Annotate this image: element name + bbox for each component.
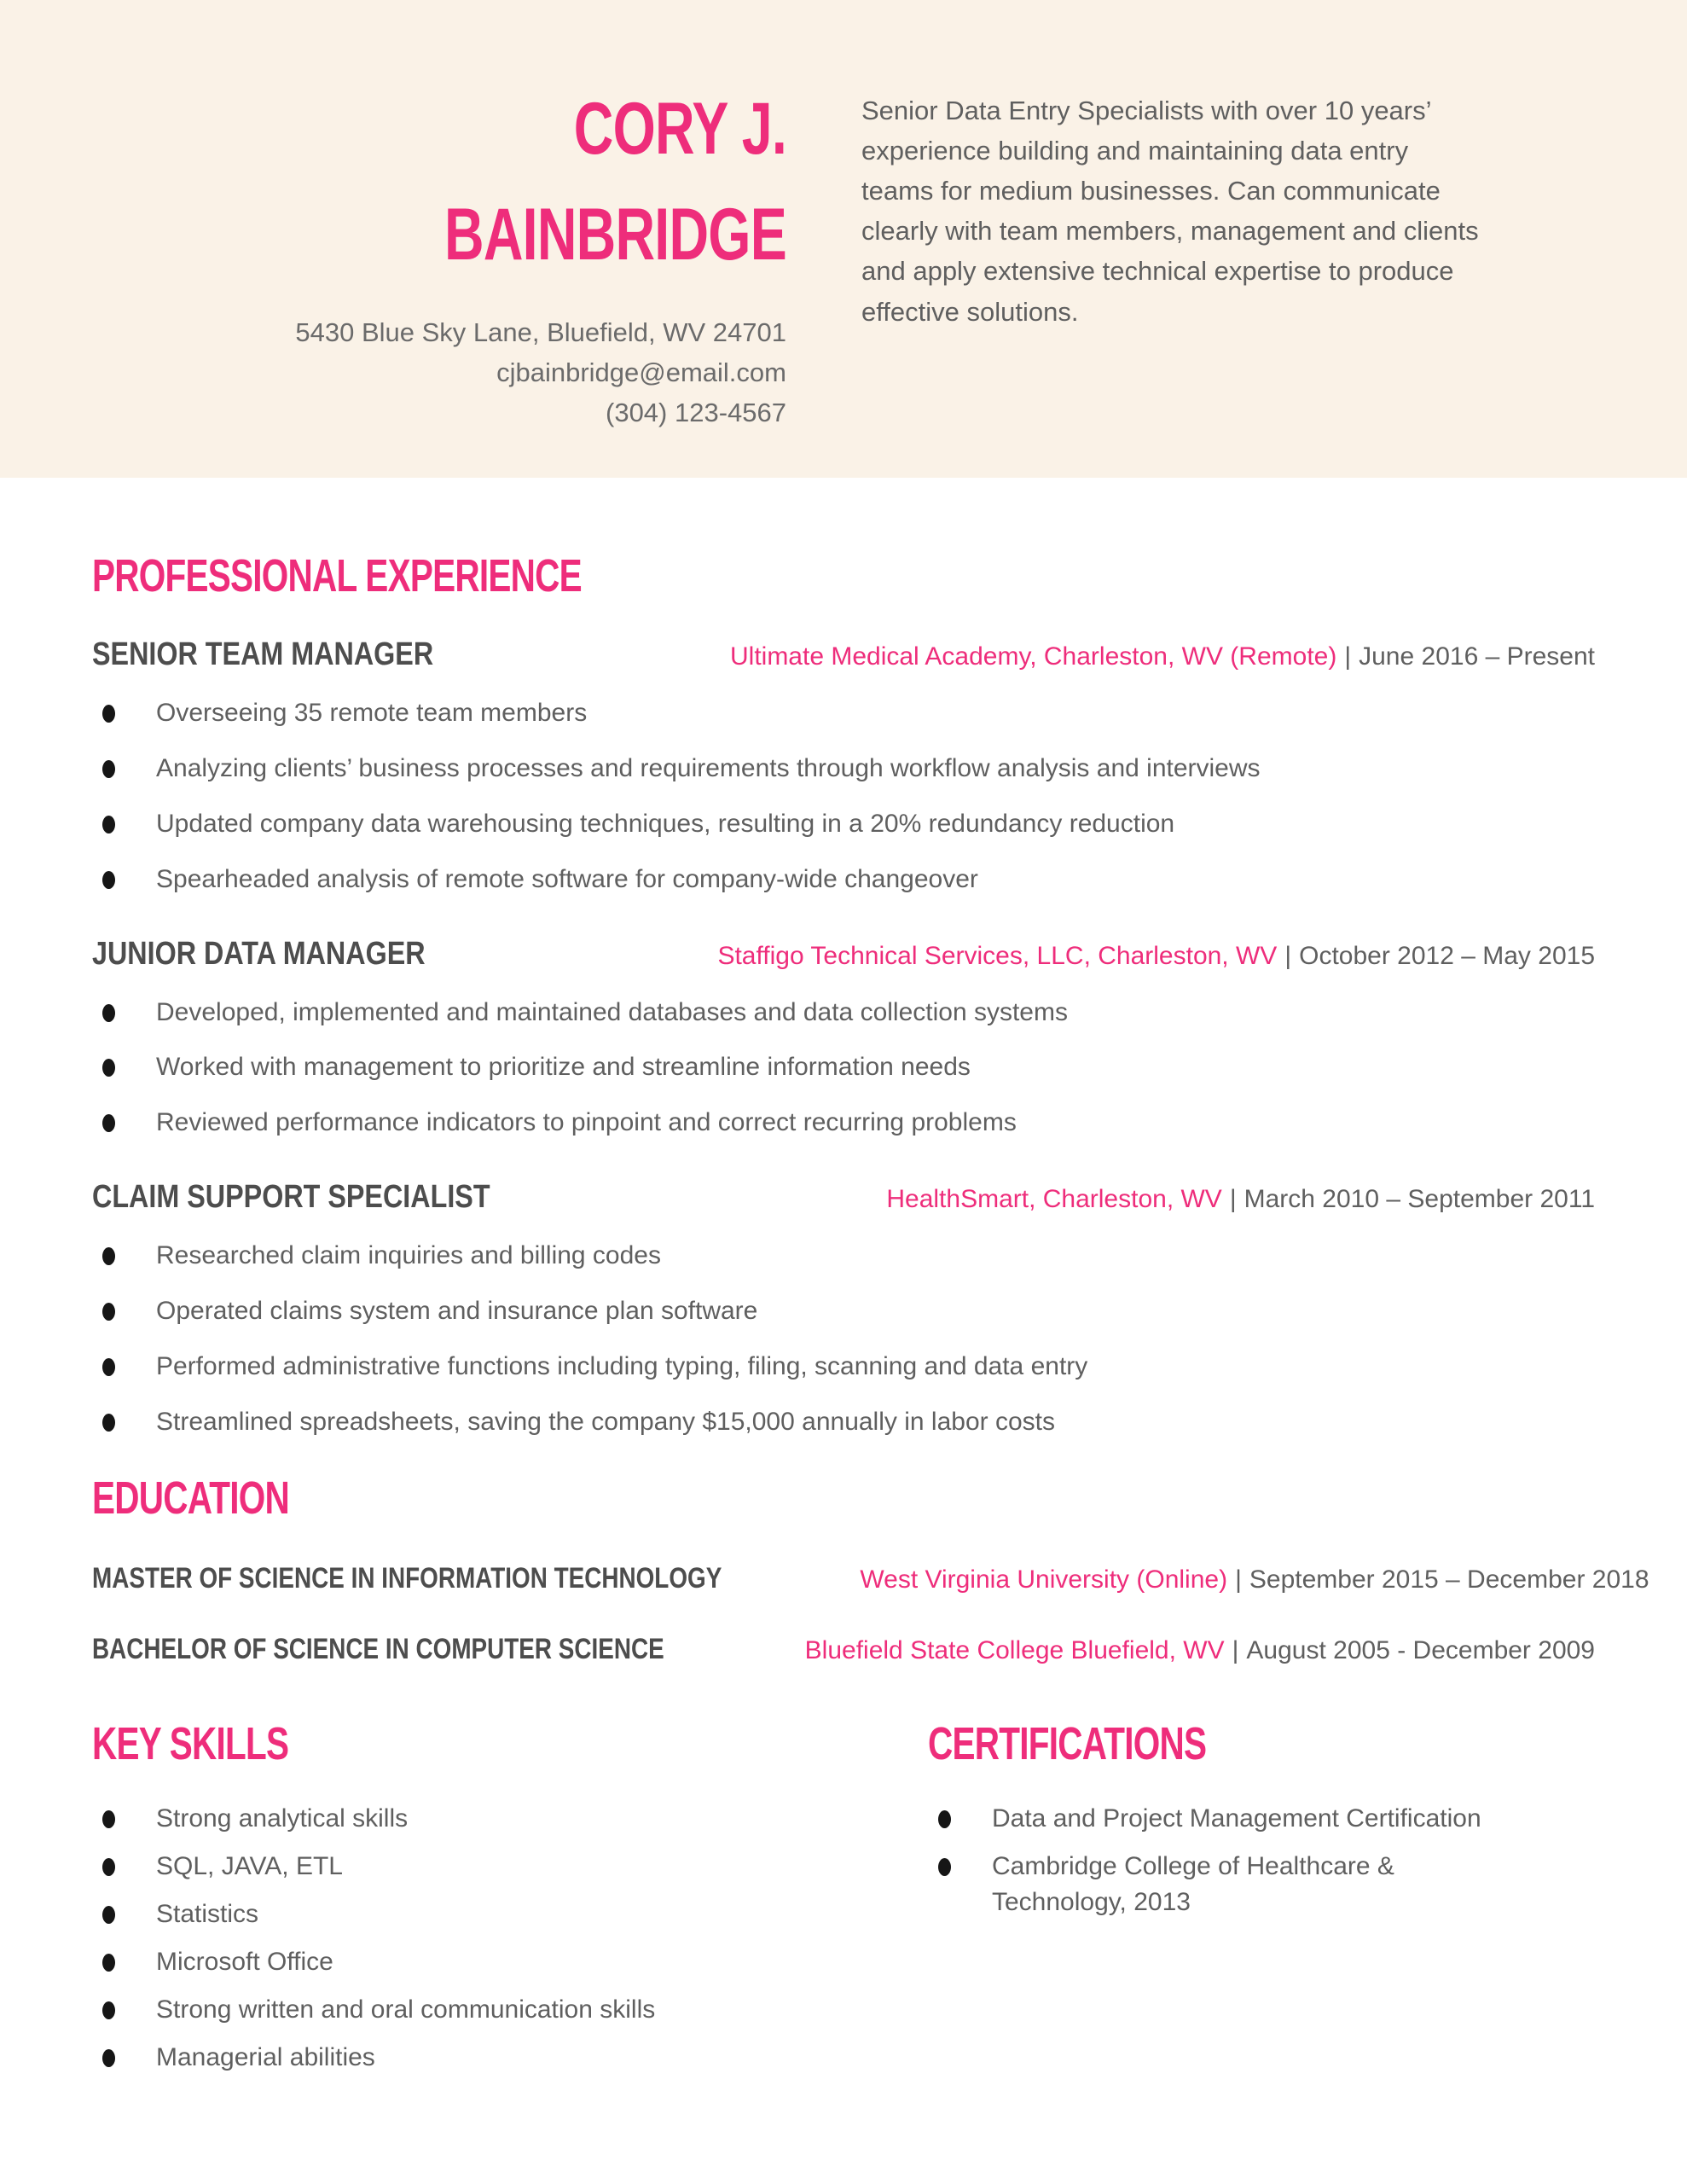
certifications-section <box>928 1717 1595 1932</box>
bullet-item <box>92 1349 1595 1385</box>
bullet-icon <box>102 1954 115 1972</box>
section-title-education: EDUCATION <box>92 1472 289 1524</box>
bullet-icon <box>938 1810 951 1828</box>
education-dates: September 2015 – December 2018 <box>1249 1565 1649 1594</box>
bullet-icon <box>938 1858 951 1876</box>
job-title: JUNIOR DATA MANAGER <box>92 935 426 972</box>
job-bullet-list <box>92 995 1595 1142</box>
education-meta <box>805 1636 1595 1665</box>
bullet-text: Worked with management to prioritize and streamline information needs <box>156 1053 971 1082</box>
bullet-icon <box>102 1414 115 1432</box>
bullet-text: Spearheaded analysis of remote software for company-wide changeover <box>156 864 978 893</box>
bullet-text: Performed administrative functions including typing, filing, scanning and data entry <box>156 1352 1088 1381</box>
job-dates: October 2012 – May 2015 <box>1299 941 1595 970</box>
bullet-icon <box>102 1114 115 1132</box>
name-line-2: BAINBRIDGE <box>443 193 786 276</box>
skill-text: Microsoft Office <box>156 1947 333 1976</box>
separator: | <box>1284 941 1292 970</box>
school-name: West Virginia University (Online) <box>860 1565 1228 1594</box>
bullet-text: Updated company data warehousing techniques, resulting in a 20% redundancy reduction <box>156 809 1175 838</box>
job-bullet-list <box>92 1238 1595 1441</box>
bullet-item <box>92 1049 1595 1086</box>
contact-address: 5430 Blue Sky Lane, Bluefield, WV 24701 <box>295 317 786 347</box>
skill-item <box>92 1896 928 1932</box>
name-line-1: CORY J. <box>573 88 786 170</box>
job-meta <box>730 642 1595 671</box>
certification-item <box>928 1801 1595 1837</box>
section-title-experience: PROFESSIONAL EXPERIENCE <box>92 550 582 601</box>
skill-item <box>92 2040 928 2076</box>
job-title: CLAIM SUPPORT SPECIALIST <box>92 1179 490 1216</box>
separator: | <box>1229 1185 1237 1214</box>
job-header-junior-data-manager <box>92 936 1595 973</box>
identity-block <box>94 77 786 433</box>
skill-item <box>92 1992 928 2028</box>
education-meta <box>860 1565 1649 1594</box>
job-meta <box>717 942 1595 971</box>
candidate-name <box>267 77 786 288</box>
resume-body <box>0 549 1687 2088</box>
section-title-key-skills: KEY SKILLS <box>92 1717 289 1769</box>
job-company: Staffigo Technical Services, LLC, Charleston, WV <box>717 941 1278 970</box>
section-title-certifications: CERTIFICATIONS <box>928 1717 1207 1769</box>
bullet-icon <box>102 1810 115 1828</box>
bullet-text: Reviewed performance indicators to pinpoint and correct recurring problems <box>156 1108 1017 1137</box>
bullet-icon <box>102 871 115 889</box>
bullet-item <box>92 751 1595 787</box>
bullet-text: Operated claims system and insurance plan software <box>156 1297 758 1326</box>
bullet-icon <box>102 816 115 834</box>
bullet-text: Analyzing clients’ business processes and requirements through workflow analysis and interviews <box>156 753 1261 782</box>
bullet-item <box>92 1293 1595 1330</box>
resume-header <box>0 0 1687 478</box>
bullet-item <box>92 1105 1595 1141</box>
separator: | <box>1232 1635 1239 1664</box>
certification-text: Cambridge College of Healthcare & Technology, 2013 <box>992 1851 1394 1916</box>
bullet-item <box>92 695 1595 732</box>
job-company: HealthSmart, Charleston, WV <box>886 1185 1222 1214</box>
degree-title: BACHELOR OF SCIENCE IN COMPUTER SCIENCE <box>92 1632 664 1665</box>
education-dates: August 2005 - December 2009 <box>1246 1635 1595 1664</box>
contact-phone: (304) 123-4567 <box>606 397 786 427</box>
job-title: SENIOR TEAM MANAGER <box>92 636 434 672</box>
certification-text: Data and Project Management Certification <box>992 1804 1481 1833</box>
separator: | <box>1344 642 1352 671</box>
bullet-icon <box>102 1247 115 1265</box>
skill-item <box>92 1849 928 1885</box>
bottom-columns <box>92 1717 1595 2088</box>
bullet-icon <box>102 1303 115 1321</box>
school-name: Bluefield State College Bluefield, WV <box>804 1635 1225 1664</box>
bullet-text: Researched claim inquiries and billing codes <box>156 1241 661 1270</box>
job-dates: March 2010 – September 2011 <box>1244 1185 1595 1214</box>
bullet-icon <box>102 705 115 723</box>
bullet-icon <box>102 1358 115 1376</box>
skill-item <box>92 1944 928 1980</box>
bullet-icon <box>102 2001 115 2019</box>
bullet-item <box>92 806 1595 843</box>
skill-text: Managerial abilities <box>156 2042 375 2071</box>
skill-text: Strong analytical skills <box>156 1804 409 1833</box>
bullet-icon <box>102 1906 115 1924</box>
certification-item <box>928 1849 1595 1920</box>
job-bullet-list <box>92 695 1595 898</box>
bullet-icon <box>102 1004 115 1022</box>
job-dates: June 2016 – Present <box>1359 642 1595 671</box>
professional-summary: Senior Data Entry Specialists with over 10 years’ experience building and maintaining data entry teams for medium businesses. Can communicate clearly with team members, management and clients and apply extensive technical expertise to produce effective solutions. <box>861 96 1479 327</box>
contact-email: cjbainbridge@email.com <box>496 357 786 387</box>
education-row-bachelors <box>92 1633 1595 1666</box>
skill-item <box>92 1801 928 1837</box>
skills-list <box>92 1801 928 2076</box>
bullet-item <box>92 862 1595 898</box>
skill-text: SQL, JAVA, ETL <box>156 1851 343 1880</box>
bullet-item <box>92 1238 1595 1275</box>
bullet-icon <box>102 760 115 778</box>
contact-block <box>94 312 786 433</box>
certifications-list <box>928 1801 1595 1920</box>
education-row-masters <box>92 1561 1649 1595</box>
bullet-text: Developed, implemented and maintained databases and data collection systems <box>156 997 1068 1026</box>
job-company: Ultimate Medical Academy, Charleston, WV (Remote) <box>729 642 1337 671</box>
separator: | <box>1235 1565 1242 1594</box>
key-skills-section <box>92 1717 928 2088</box>
job-meta <box>886 1185 1595 1214</box>
bullet-text: Overseeing 35 remote team members <box>156 699 588 727</box>
bullet-icon <box>102 2049 115 2067</box>
bullet-icon <box>102 1858 115 1876</box>
degree-title: MASTER OF SCIENCE IN INFORMATION TECHNOLOGY <box>92 1561 722 1594</box>
bullet-icon <box>102 1059 115 1077</box>
bullet-item <box>92 995 1595 1031</box>
job-header-claim-support-specialist <box>92 1179 1595 1216</box>
skill-text: Strong written and oral communication skills <box>156 1995 656 2024</box>
bullet-item <box>92 1404 1595 1441</box>
skill-text: Statistics <box>156 1899 259 1928</box>
bullet-text: Streamlined spreadsheets, saving the company $15,000 annually in labor costs <box>156 1407 1055 1436</box>
job-header-senior-team-manager <box>92 636 1595 673</box>
